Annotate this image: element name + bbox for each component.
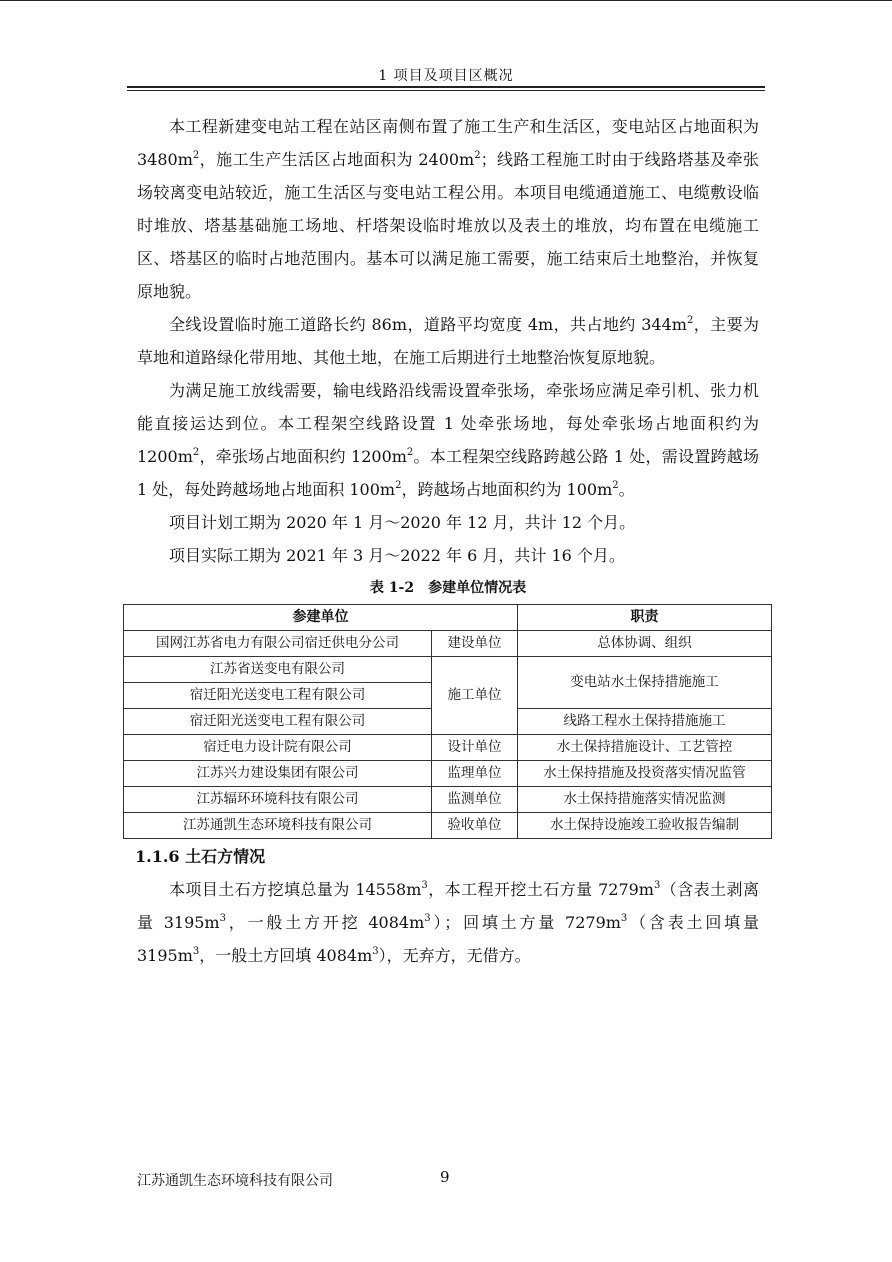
text-run: （含表土剥离量 3195m: [137, 880, 759, 932]
text-run: 为满足施工放线需要，输电线路沿线需设置牵张场，牵张场应满足牵引机、张力机能直接运达到位。本工程架空线路设置 1 处牵张场地，每处牵张场占地面积约为 1200m: [137, 381, 759, 466]
cell-role: 监测单位: [432, 787, 518, 813]
cell-duty: 水土保持设施竣工验收报告编制: [518, 813, 772, 839]
cell-org: 宿迁阳光送变电工程有限公司: [124, 683, 432, 709]
section-heading: 1.1.6 土石方情况: [135, 847, 266, 866]
text-run: ，牵张场占地面积约 1200m: [199, 447, 407, 466]
text-run: ，一般土方回填 4084m: [199, 946, 373, 965]
superscript: 2: [474, 150, 481, 161]
text-run: ；线路工程施工时由于线路塔基及牵张场较离变电站较近，施工生活区与变电站工程公用。本项目电缆通道施工、电缆敷设临时堆放、塔基基础施工场地、杆塔架设临时堆放以及表土的堆放，均布置在电缆施工区、塔基区的临时占地范围内。基本可以满足施工需要，施工结束后土地整治，并恢复原地貌。: [137, 150, 759, 301]
cell-org: 江苏省送变电有限公司: [124, 657, 432, 683]
text-run: ），无弃方，无借方。: [378, 946, 531, 965]
table-row: [124, 631, 772, 657]
page-number: 9: [440, 1168, 450, 1186]
table-row: [124, 735, 772, 761]
running-header: 1 项目及项目区概况: [378, 68, 514, 84]
table-row: [124, 787, 772, 813]
table-header-row: [124, 605, 772, 631]
text-run: ，施工生产生活区占地面积为 2400m: [199, 150, 475, 169]
page-top-border: [0, 0, 892, 1]
text-run: 。本工程架空线路跨越公路 1 处，需设置跨越场 1 处，每处跨越场地占地面积 100m: [137, 447, 759, 499]
text-run: ）；回填土方量 7279m: [430, 913, 621, 932]
paragraph-planned-schedule: [137, 506, 759, 539]
paragraph-actual-schedule: [137, 539, 759, 572]
superscript: 2: [686, 315, 694, 326]
superscript: 3: [620, 913, 628, 924]
header-cell-duty: 职责: [518, 605, 772, 631]
superscript: 3: [219, 913, 226, 924]
cell-duty: 线路工程水土保持措施施工: [518, 709, 772, 735]
cell-duty: 水土保持措施落实情况监测: [518, 787, 772, 813]
superscript: 2: [612, 480, 619, 491]
superscript: 2: [192, 447, 200, 458]
table-caption: 表 1-2 参建单位情况表: [369, 580, 527, 596]
superscript: 2: [192, 150, 200, 161]
superscript: 3: [424, 913, 431, 924]
text-run: ，跨越场占地面积约为 100m: [401, 480, 613, 499]
cell-duty: 水土保持措施设计、工艺管控: [518, 735, 772, 761]
footer-company: 江苏通凯生态环境科技有限公司: [137, 1173, 333, 1189]
superscript: 3: [372, 946, 379, 957]
paragraph-earthwork: [137, 873, 759, 972]
superscript: 3: [421, 880, 428, 891]
text-run: 项目计划工期为 2020 年 1 月～2020 年 12 月，共计 12 个月。: [169, 513, 636, 532]
participating-units-table: [123, 604, 772, 839]
cell-role: 验收单位: [432, 813, 518, 839]
header-rule-thick: [127, 86, 765, 88]
cell-org: 江苏辐环环境科技有限公司: [124, 787, 432, 813]
cell-duty: 水土保持措施及投资落实情况监管: [518, 761, 772, 787]
paragraph-temp-roads: [137, 308, 759, 374]
superscript: 3: [192, 946, 200, 957]
text-run: （含表土回填量 3195m: [137, 913, 759, 965]
cell-role: 监理单位: [432, 761, 518, 787]
cell-role: 施工单位: [432, 657, 518, 735]
text-run: 本工程新建变电站工程在站区南侧布置了施工生产和生活区，变电站区占地面积为 3480m: [137, 117, 759, 169]
text-run: ，本工程开挖土石方量 7279m: [427, 880, 654, 899]
cell-role: 设计单位: [432, 735, 518, 761]
cell-role: 建设单位: [432, 631, 518, 657]
paragraph-tension-field: [137, 374, 759, 506]
table-row: [124, 813, 772, 839]
cell-duty: 总体协调、组织: [518, 631, 772, 657]
table-row: [124, 657, 772, 683]
superscript: 2: [406, 447, 414, 458]
text-run: 全线设置临时施工道路长约 86m，道路平均宽度 4m，共占地约 344m: [169, 315, 687, 334]
cell-org: 江苏通凯生态环境科技有限公司: [124, 813, 432, 839]
cell-org: 国网江苏省电力有限公司宿迁供电分公司: [124, 631, 432, 657]
header-cell-unit: 参建单位: [124, 605, 518, 631]
main-content: [137, 110, 759, 972]
superscript: 2: [395, 480, 402, 491]
paragraph-site-layout: [137, 110, 759, 308]
header-rule-thin: [127, 90, 765, 91]
table-row: [124, 761, 772, 787]
cell-org: 江苏兴力建设集团有限公司: [124, 761, 432, 787]
cell-org: 宿迁阳光送变电工程有限公司: [124, 709, 432, 735]
superscript: 3: [653, 880, 661, 891]
cell-org: 宿迁电力设计院有限公司: [124, 735, 432, 761]
cell-duty: 变电站水土保持措施施工: [518, 657, 772, 709]
text-run: 项目实际工期为 2021 年 3 月～2022 年 6 月，共计 16 个月。: [169, 546, 625, 565]
text-run: 本项目土石方挖填总量为 14558m: [169, 880, 422, 899]
text-run: ，主要为草地和道路绿化带用地、其他土地，在施工后期进行土地整治恢复原地貌。: [137, 315, 759, 367]
text-run: ，一般土方开挖 4084m: [225, 913, 425, 932]
text-run: 。: [618, 480, 635, 499]
